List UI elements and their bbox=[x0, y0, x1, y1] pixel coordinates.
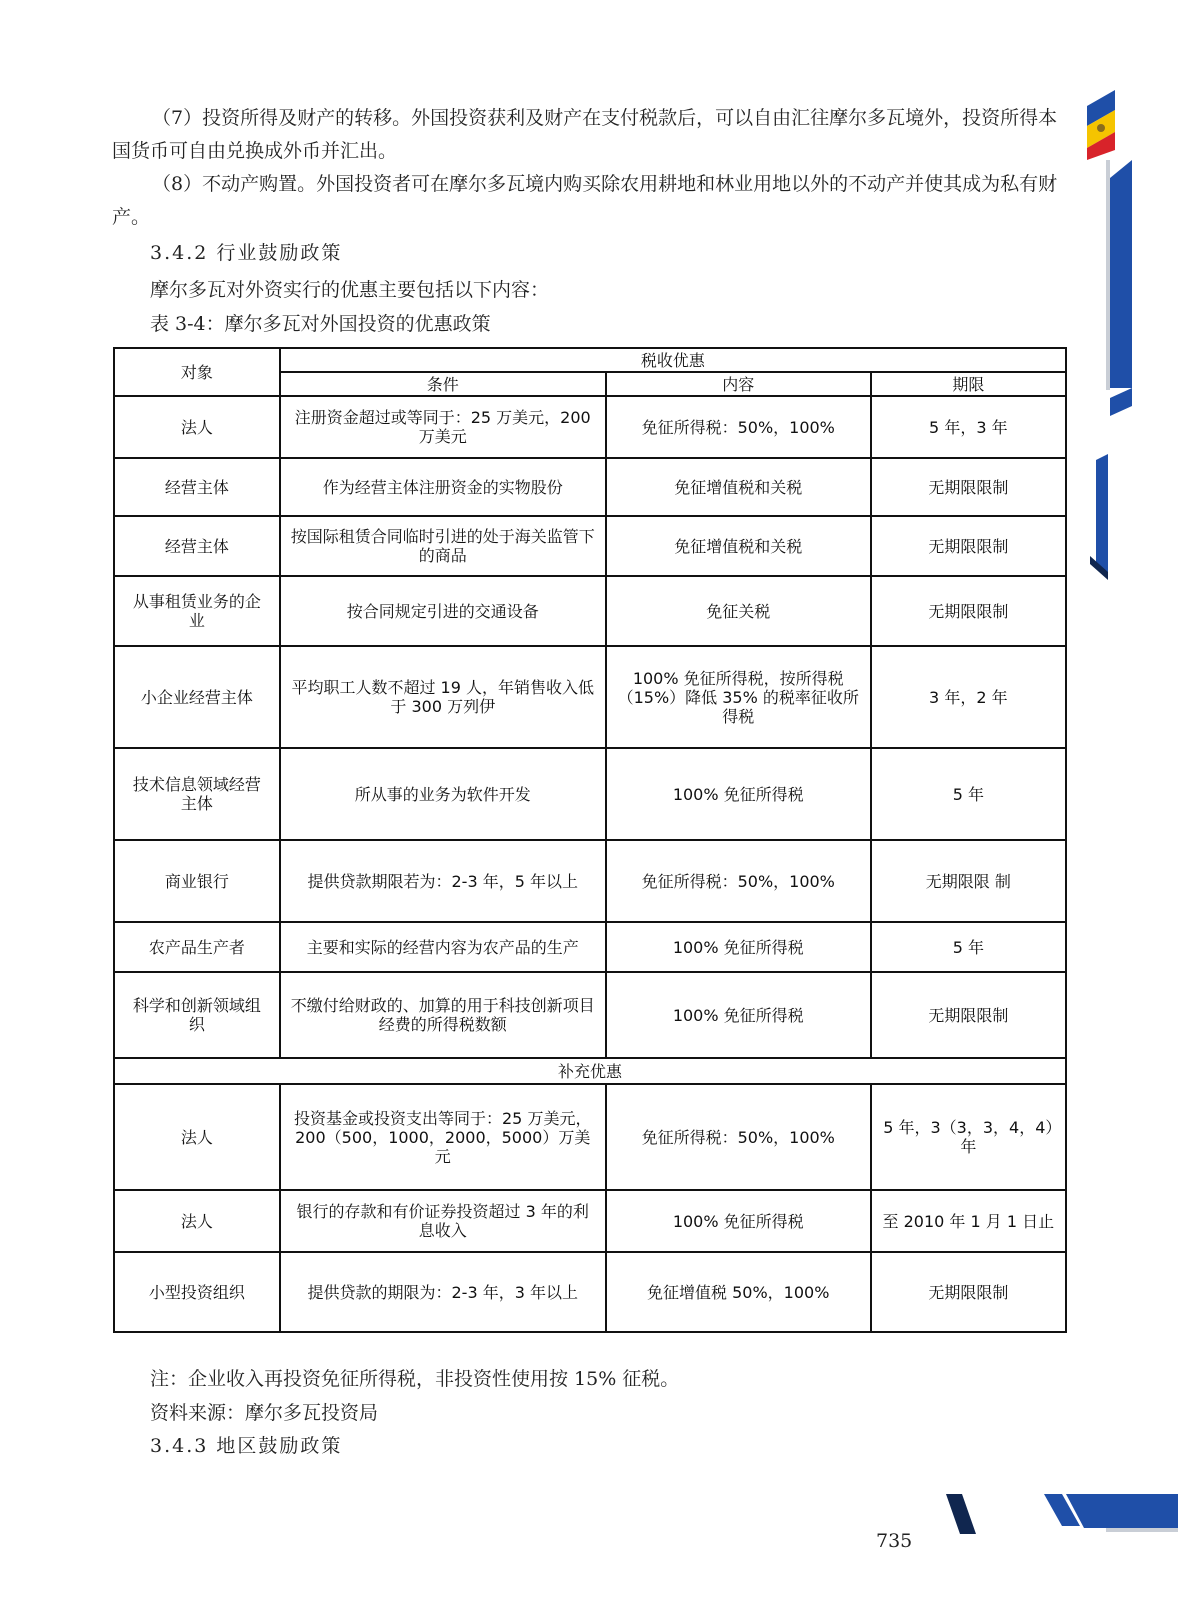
cell-object: 小企业经营主体 bbox=[114, 646, 280, 748]
table-row bbox=[114, 516, 1066, 576]
header-tax-incentive: 税收优惠 bbox=[280, 348, 1066, 372]
cell-condition: 作为经营主体注册资金的实物股份 bbox=[280, 458, 606, 516]
cell-content: 100% 免征所得税 bbox=[606, 972, 871, 1058]
cell-condition: 注册资金超过或等同于：25 万美元，200 万美元 bbox=[280, 396, 606, 458]
cell-condition: 提供贷款的期限为：2-3 年，3 年以上 bbox=[280, 1252, 606, 1332]
cell-condition: 平均职工人数不超过 19 人，年销售收入低于 300 万列伊 bbox=[280, 646, 606, 748]
side-stripe-decoration bbox=[1086, 88, 1178, 598]
cell-period: 5 年，3（3，3，4，4）年 bbox=[871, 1084, 1066, 1190]
cell-content: 100% 免征所得税 bbox=[606, 748, 871, 840]
cell-period: 5 年 bbox=[871, 748, 1066, 840]
data-source: 资料来源：摩尔多瓦投资局 bbox=[150, 1402, 379, 1424]
cell-condition: 不缴付给财政的、加算的用于科技创新项目经费的所得税数额 bbox=[280, 972, 606, 1058]
cell-period: 无期限限制 bbox=[871, 458, 1066, 516]
cell-object: 经营主体 bbox=[114, 516, 280, 576]
cell-period: 5 年，3 年 bbox=[871, 396, 1066, 458]
cell-content: 免征增值税 50%，100% bbox=[606, 1252, 871, 1332]
moldova-flag-icon bbox=[1087, 90, 1121, 160]
table-row bbox=[114, 576, 1066, 646]
table-row bbox=[114, 840, 1066, 922]
cell-object: 从事租赁业务的企业 bbox=[114, 576, 280, 646]
section-heading-3-4-2: 3.4.2 行业鼓励政策 bbox=[150, 242, 343, 264]
supplement-label: 补充优惠 bbox=[114, 1058, 1066, 1084]
table-row bbox=[114, 922, 1066, 972]
header-content: 内容 bbox=[606, 372, 871, 396]
table-row bbox=[114, 458, 1066, 516]
paragraph-7 bbox=[112, 102, 1067, 168]
cell-period: 5 年 bbox=[871, 922, 1066, 972]
cell-object: 经营主体 bbox=[114, 458, 280, 516]
cell-content: 100% 免征所得税 bbox=[606, 1190, 871, 1252]
table-row bbox=[114, 972, 1066, 1058]
cell-content: 免征所得税：50%，100% bbox=[606, 396, 871, 458]
cell-period: 3 年，2 年 bbox=[871, 646, 1066, 748]
cell-object: 农产品生产者 bbox=[114, 922, 280, 972]
footer-stripe-decoration bbox=[946, 1490, 1178, 1540]
cell-period: 至 2010 年 1 月 1 日止 bbox=[871, 1190, 1066, 1252]
cell-object: 技术信息领域经营主体 bbox=[114, 748, 280, 840]
paragraph-8-text: （8）不动产购置。外国投资者可在摩尔多瓦境内购买除农用耕地和林业用地以外的不动产并使其成为私有财产。 bbox=[112, 173, 1058, 228]
paragraph-7-text: （7）投资所得及财产的转移。外国投资获利及财产在支付税款后，可以自由汇往摩尔多瓦境外，投资所得本国货币可自由兑换成外币并汇出。 bbox=[112, 107, 1058, 162]
cell-object: 法人 bbox=[114, 1190, 280, 1252]
intro-text: 摩尔多瓦对外资实行的优惠主要包括以下内容： bbox=[150, 279, 550, 301]
cell-condition: 所从事的业务为软件开发 bbox=[280, 748, 606, 840]
cell-condition: 投资基金或投资支出等同于：25 万美元，200（500，1000，2000，5000）万美元 bbox=[280, 1084, 606, 1190]
cell-period: 无期限限制 bbox=[871, 576, 1066, 646]
header-period: 期限 bbox=[871, 372, 1066, 396]
cell-content: 免征增值税和关税 bbox=[606, 516, 871, 576]
table-header-row bbox=[114, 348, 1066, 372]
table-row bbox=[114, 1190, 1066, 1252]
page-number: 735 bbox=[876, 1530, 913, 1552]
cell-object: 商业银行 bbox=[114, 840, 280, 922]
paragraph-8 bbox=[112, 168, 1067, 234]
table-row bbox=[114, 1252, 1066, 1332]
cell-period: 无期限限制 bbox=[871, 972, 1066, 1058]
cell-content: 免征所得税：50%，100% bbox=[606, 840, 871, 922]
cell-condition: 按国际租赁合同临时引进的处于海关监管下的商品 bbox=[280, 516, 606, 576]
cell-object: 小型投资组织 bbox=[114, 1252, 280, 1332]
cell-condition: 按合同规定引进的交通设备 bbox=[280, 576, 606, 646]
cell-condition: 主要和实际的经营内容为农产品的生产 bbox=[280, 922, 606, 972]
table-caption: 表 3-4：摩尔多瓦对外国投资的优惠政策 bbox=[150, 313, 491, 335]
incentive-table bbox=[113, 347, 1067, 1333]
cell-object: 科学和创新领域组织 bbox=[114, 972, 280, 1058]
cell-object: 法人 bbox=[114, 396, 280, 458]
cell-condition: 提供贷款期限若为：2-3 年，5 年以上 bbox=[280, 840, 606, 922]
cell-content: 免征关税 bbox=[606, 576, 871, 646]
cell-content: 免征增值税和关税 bbox=[606, 458, 871, 516]
cell-period: 无期限限制 bbox=[871, 1252, 1066, 1332]
cell-content: 100% 免征所得税 bbox=[606, 922, 871, 972]
table-row bbox=[114, 748, 1066, 840]
cell-content: 免征所得税：50%，100% bbox=[606, 1084, 871, 1190]
header-object: 对象 bbox=[114, 348, 280, 396]
cell-period: 无期限限制 bbox=[871, 516, 1066, 576]
table-note: 注：企业收入再投资免征所得税，非投资性使用按 15% 征税。 bbox=[150, 1368, 680, 1390]
header-condition: 条件 bbox=[280, 372, 606, 396]
supplement-header-row bbox=[114, 1058, 1066, 1084]
cell-object: 法人 bbox=[114, 1084, 280, 1190]
table-row bbox=[114, 396, 1066, 458]
section-heading-3-4-3: 3.4.3 地区鼓励政策 bbox=[150, 1435, 343, 1457]
cell-condition: 银行的存款和有价证券投资超过 3 年的利息收入 bbox=[280, 1190, 606, 1252]
table-row bbox=[114, 1084, 1066, 1190]
cell-period: 无期限限 制 bbox=[871, 840, 1066, 922]
cell-content: 100% 免征所得税，按所得税（15%）降低 35% 的税率征收所得税 bbox=[606, 646, 871, 748]
table-row bbox=[114, 646, 1066, 748]
